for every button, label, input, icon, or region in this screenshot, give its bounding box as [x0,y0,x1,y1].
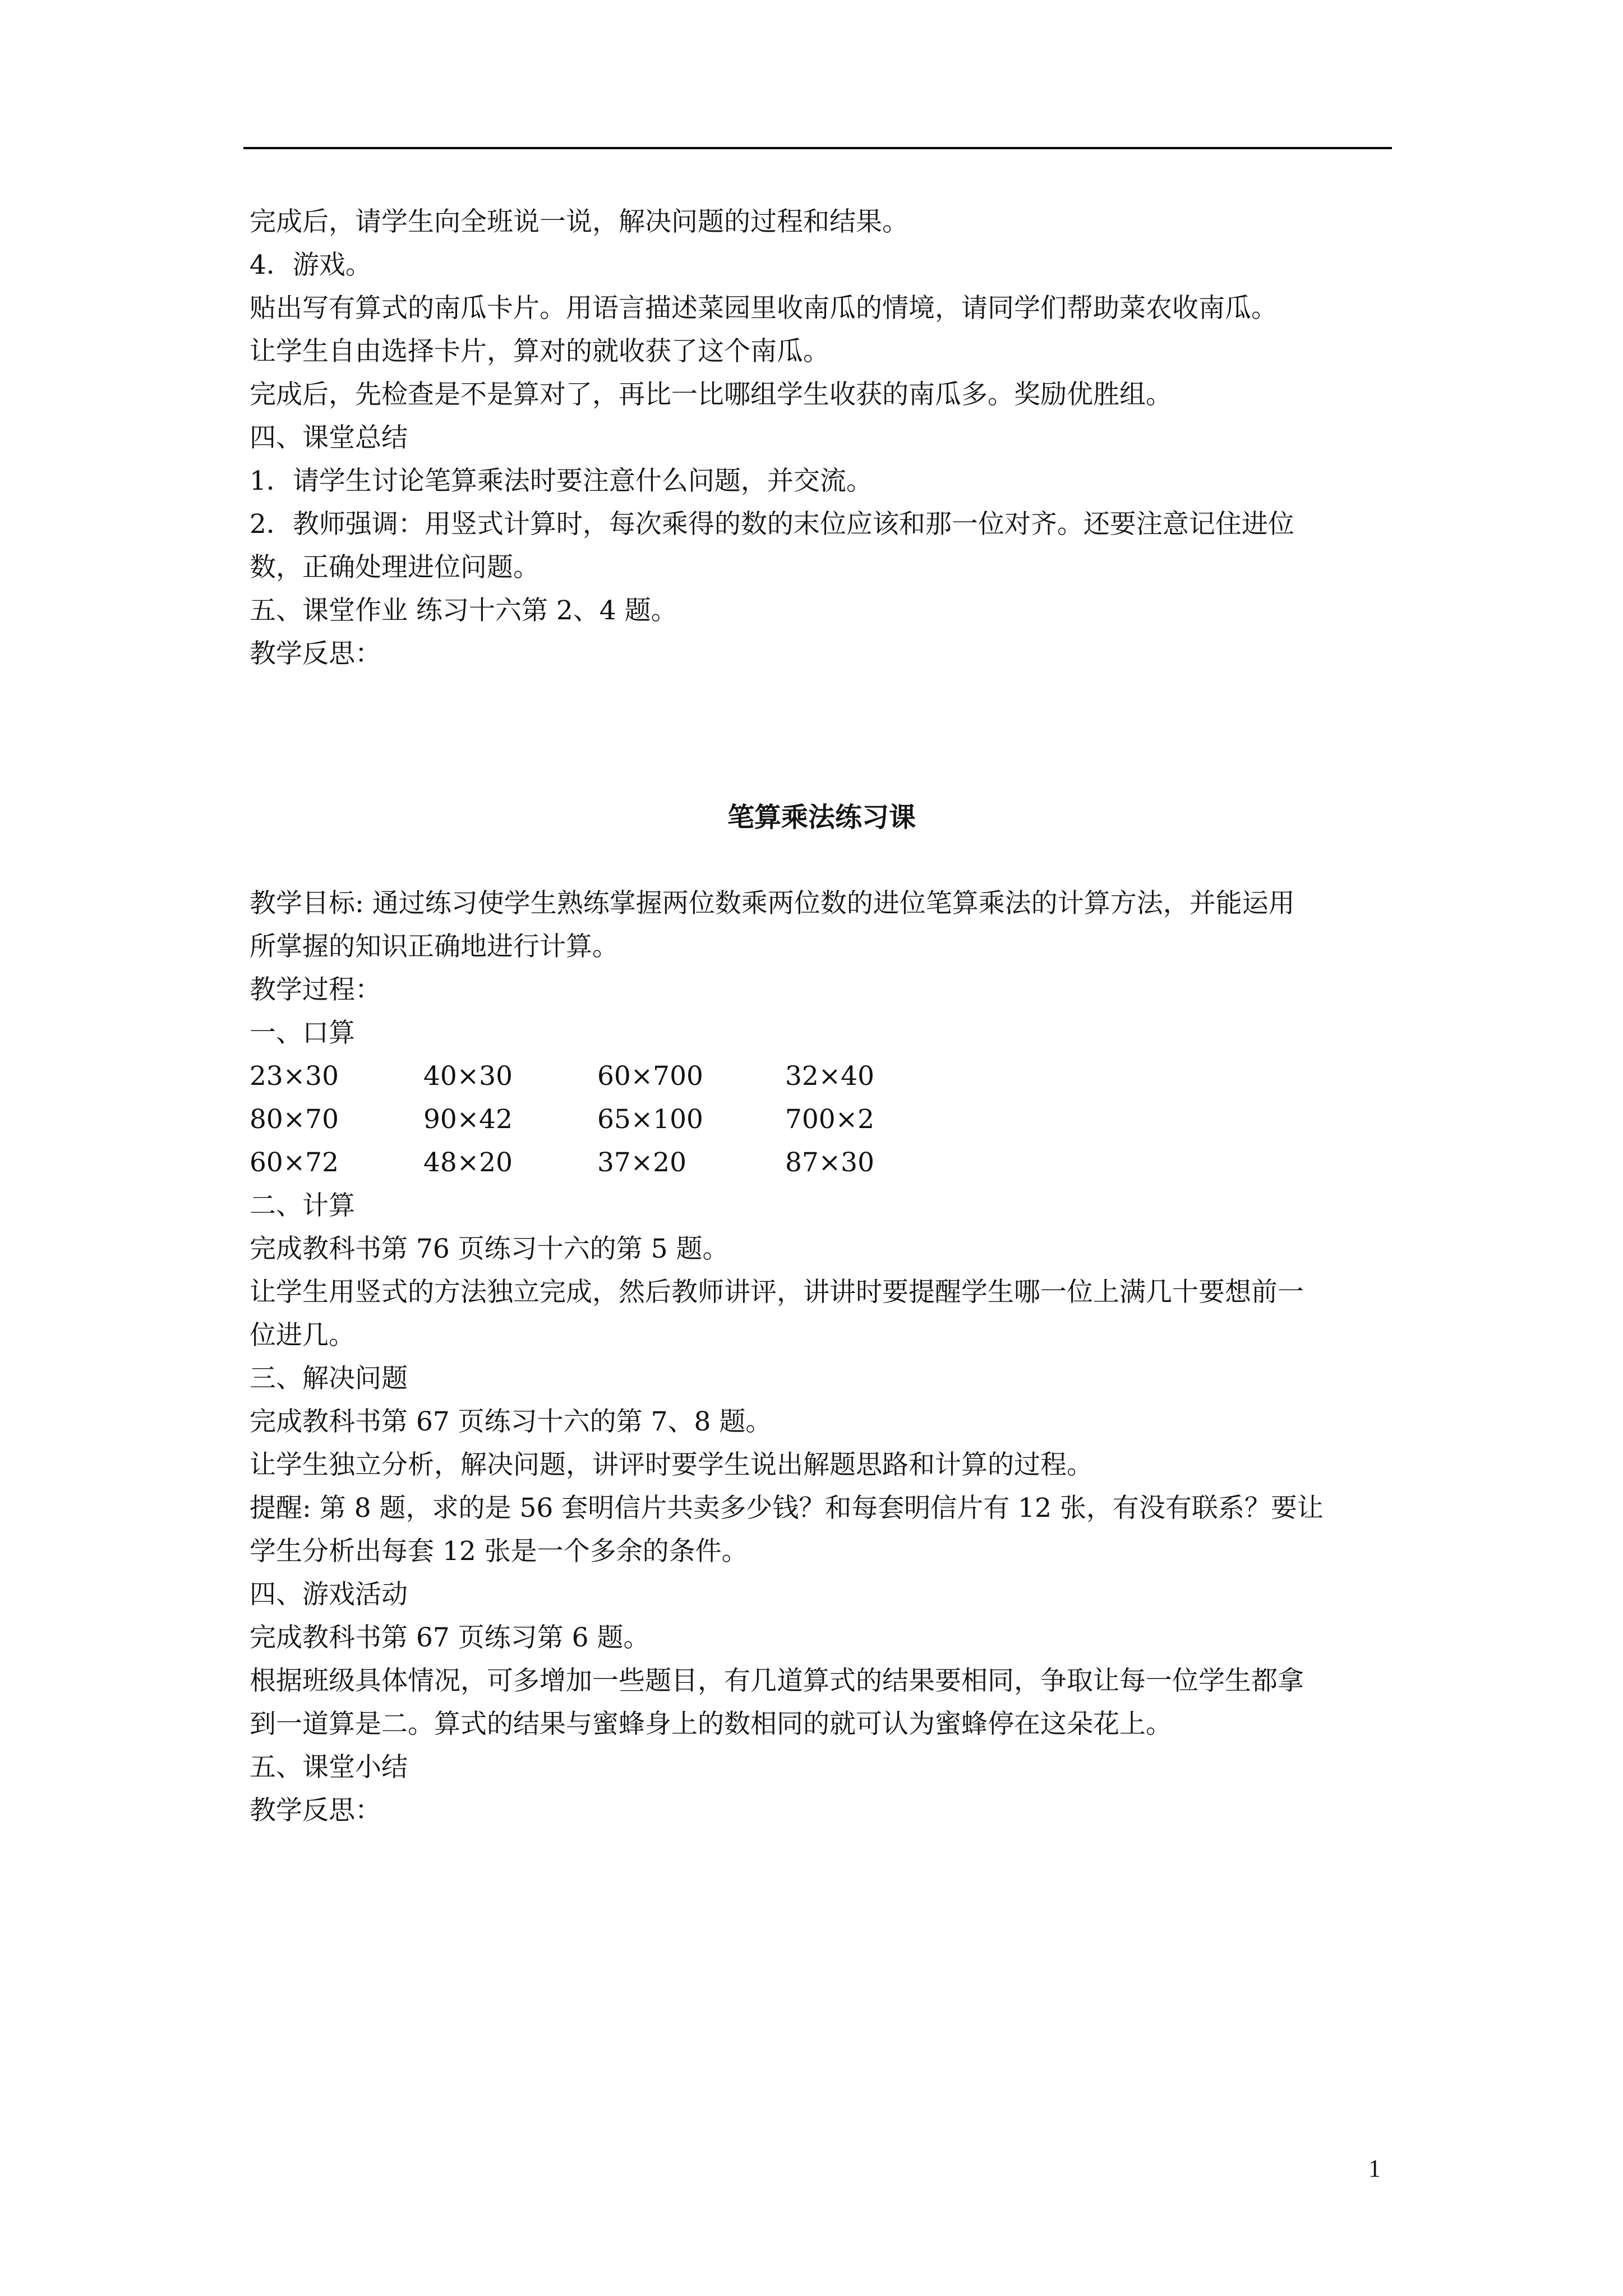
calc-row [250,1055,1394,1098]
section-heading: 四、课堂总结 [250,422,408,453]
document-body [250,200,1394,1832]
text-line: 1．请学生讨论笔算乘法时要注意什么问题，并交流。 [250,466,873,496]
text-line: 完成后，先检查是不是算对了，再比一比哪组学生收获的南瓜多。奖励优胜组。 [250,379,1172,410]
section-heading: 五、课堂作业 练习十六第 2、4 题。 [250,595,677,626]
text-line: 到一道算是二。算式的结果与蜜蜂身上的数相同的就可认为蜜蜂停在这朵花上。 [250,1709,1172,1740]
text-line: 数，正确处理进位问题。 [250,552,540,583]
text-line: 完成教科书第 67 页练习十六的第 7、8 题。 [250,1406,772,1437]
page-number: 1 [1368,2155,1381,2182]
calc-row [250,1098,1394,1141]
text-line: 根据班级具体情况，可多增加一些题目，有几道算式的结果要相同，争取让每一位学生都拿 [250,1665,1304,1696]
calc-item: 700×2 [785,1104,874,1135]
section-heading: 一、口算 [250,1018,355,1048]
text-line: 让学生用竖式的方法独立完成，然后教师讲评，讲讲时要提醒学生哪一位上满几十要想前一 [250,1277,1304,1308]
calc-item: 80×70 [250,1104,339,1135]
section-practice-lesson [250,882,1394,1832]
text-line: 完成后，请学生向全班说一说，解决问题的过程和结果。 [250,206,909,237]
teaching-goal-line: 所掌握的知识正确地进行计算。 [250,931,619,962]
calc-item: 37×20 [597,1147,686,1178]
text-line: 提醒: 第 8 题，求的是 56 套明信片共卖多少钱？和每套明信片有 12 张，有没有联系？要让 [250,1493,1324,1524]
calc-item: 65×100 [597,1104,703,1135]
calc-item: 32×40 [785,1061,874,1092]
text-line: 贴出写有算式的南瓜卡片。用语言描述菜园里收南瓜的情境，请同学们帮助菜农收南瓜。 [250,293,1278,324]
section-heading: 三、解决问题 [250,1363,408,1394]
section-previous-lesson [250,200,1394,675]
text-line: 4．游戏。 [250,250,372,280]
calc-row [250,1141,1394,1184]
oral-calc-grid [250,1055,1394,1184]
calc-item: 87×30 [785,1147,874,1178]
teaching-goal-line: 教学目标: 通过练习使学生熟练掌握两位数乘两位数的进位笔算乘法的计算方法，并能运用 [250,888,1295,919]
section-heading: 二、计算 [250,1190,355,1221]
text-line: 2．教师强调：用竖式计算时，每次乘得的数的末位应该和那一位对齐。还要注意记住进位 [250,509,1294,540]
section-heading: 五、课堂小结 [250,1752,408,1783]
reflection-label: 教学反思： [250,1795,381,1826]
calc-item: 23×30 [250,1061,339,1092]
text-line: 让学生自由选择卡片，算对的就收获了这个南瓜。 [250,336,829,367]
text-line: 位进几。 [250,1320,355,1351]
lesson-title: 笔算乘法练习课 [727,802,916,833]
text-line: 完成教科书第 67 页练习第 6 题。 [250,1622,650,1653]
calc-item: 60×72 [250,1147,339,1178]
spacer [250,675,1394,796]
section-heading: 四、游戏活动 [250,1579,408,1610]
spacer [250,839,1394,882]
calc-item: 48×20 [423,1147,513,1178]
process-label: 教学过程： [250,974,381,1005]
header-rule [243,147,1392,149]
reflection-label: 教学反思： [250,638,381,669]
calc-item: 40×30 [423,1061,513,1092]
text-line: 学生分析出每套 12 张是一个多余的条件。 [250,1536,748,1567]
calc-item: 60×700 [597,1061,703,1092]
calc-item: 90×42 [423,1104,513,1135]
text-line: 让学生独立分析，解决问题，讲评时要学生说出解题思路和计算的过程。 [250,1450,1093,1480]
text-line: 完成教科书第 76 页练习十六的第 5 题。 [250,1234,729,1264]
